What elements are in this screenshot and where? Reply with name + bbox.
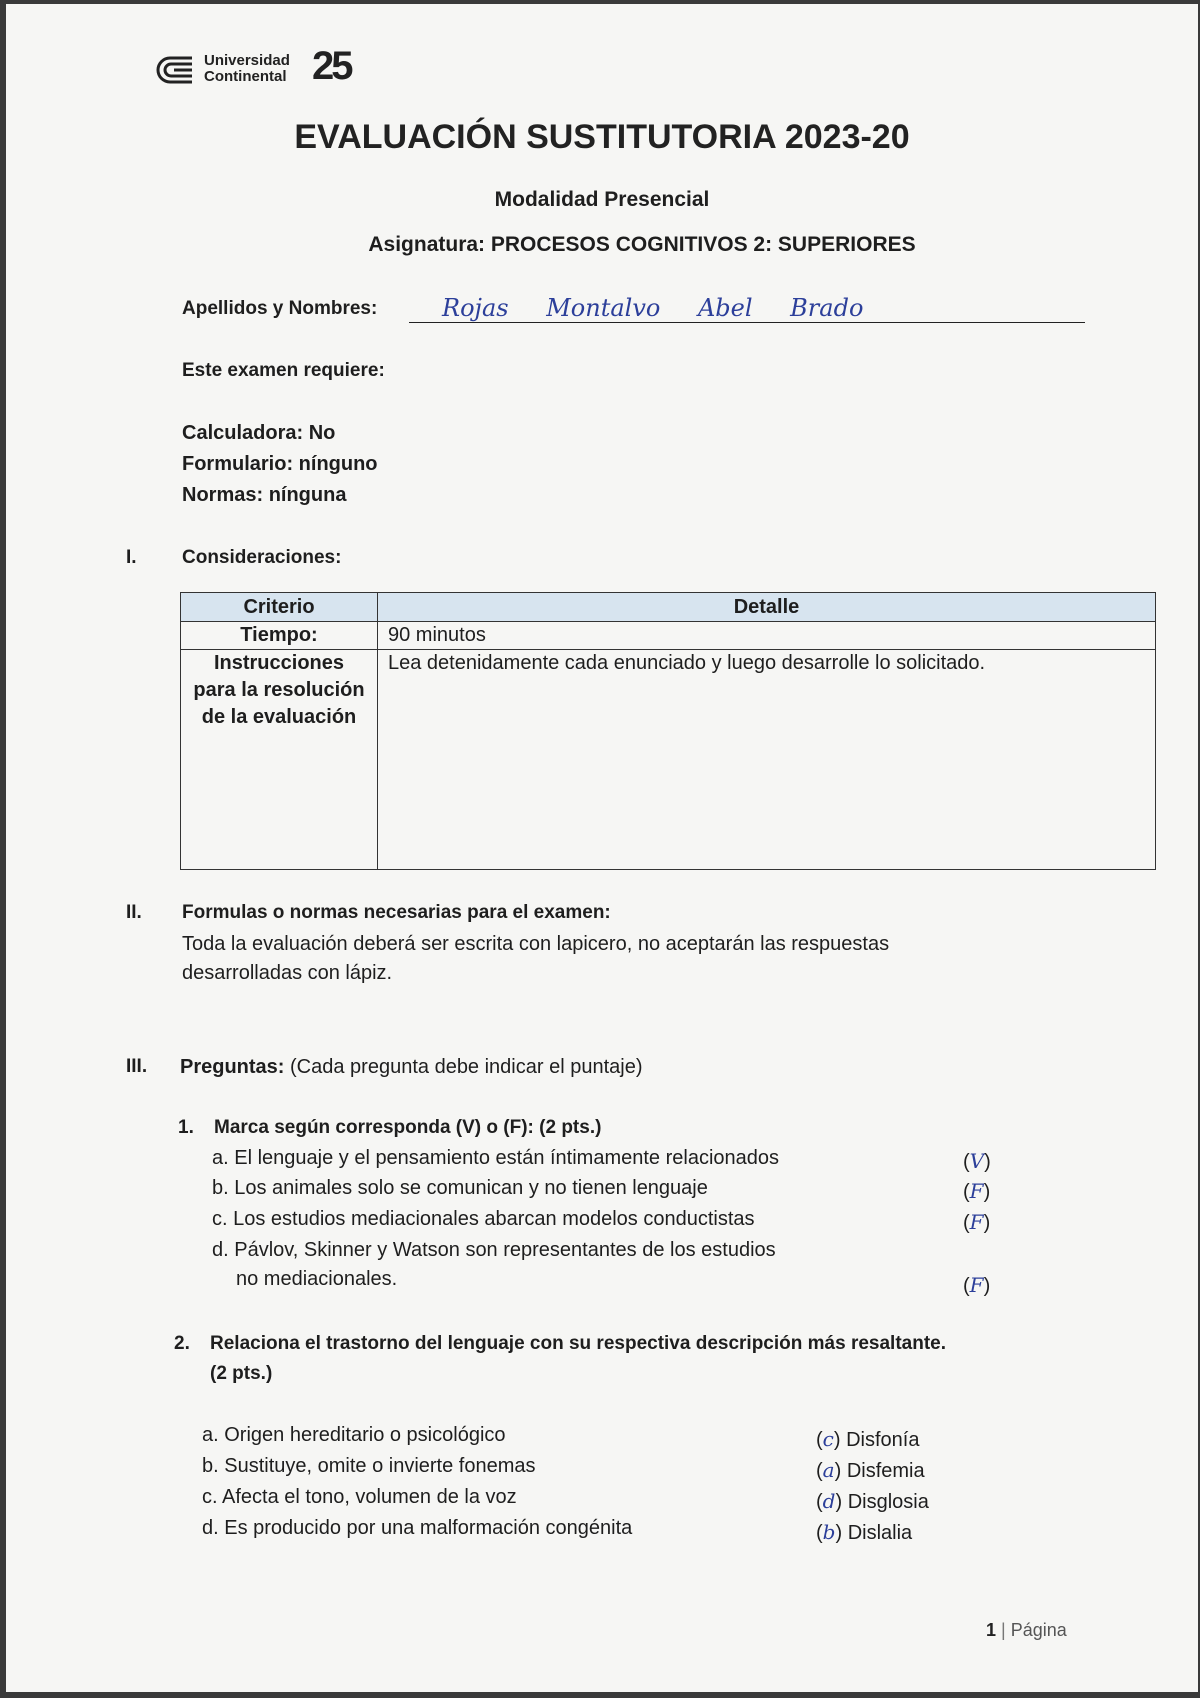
section-3-heading xyxy=(180,1056,643,1079)
section-1-title: Consideraciones: xyxy=(182,547,342,568)
table-header-criterion: Criterio xyxy=(181,593,378,622)
section-2-title: Formulas o normas necesarias para el examen: xyxy=(182,902,611,923)
requirement-norms: Normas: nínguna xyxy=(182,484,347,506)
section-3-note: (Cada pregunta debe indicar el puntaje) xyxy=(284,1056,643,1078)
question-2-title-line-2: (2 pts.) xyxy=(210,1363,273,1384)
student-name-line xyxy=(409,322,1085,323)
question-2-match-4: (b) Dislalia xyxy=(816,1520,913,1544)
question-1-title: Marca según corresponda (V) o (F): (2 pts.) xyxy=(214,1117,602,1138)
page-footer xyxy=(986,1620,1067,1641)
section-3-title: Preguntas: xyxy=(180,1056,285,1078)
question-2-description-c: c. Afecta el tono, volumen de la voz xyxy=(202,1486,517,1508)
exam-modality: Modalidad Presencial xyxy=(494,188,710,211)
question-1-number: 1. xyxy=(178,1117,194,1138)
university-logo-icon xyxy=(156,54,196,86)
section-2-numeral: II. xyxy=(126,902,142,923)
university-logo-text: Universidad Continental xyxy=(204,52,290,85)
question-1-item-d: d. Pávlov, Skinner y Watson son representantes de los estudios xyxy=(212,1239,776,1261)
student-name-handwritten: Rojas Montalvo Abel Brado xyxy=(442,294,864,322)
exam-title: EVALUACIÓN SUSTITUTORIA 2023-20 xyxy=(294,118,910,156)
question-1-answer-d: (F) xyxy=(963,1273,991,1297)
exam-page xyxy=(6,4,1198,1692)
question-1-answer-a: (V) xyxy=(963,1149,991,1173)
table-cell-detail: Lea detenidamente cada enunciado y luego desarrolle lo solicitado. xyxy=(378,650,1156,870)
question-1-item-d-continued: no mediacionales. xyxy=(236,1268,398,1290)
requirements-label: Este examen requiere: xyxy=(182,360,385,381)
question-2-number: 2. xyxy=(174,1333,190,1354)
table-cell-criterion: Tiempo: xyxy=(181,622,378,650)
question-1-item-a: a. El lenguaje y el pensamiento están íntimamente relacionados xyxy=(212,1147,780,1169)
course-name: Asignatura: PROCESOS COGNITIVOS 2: SUPERIORES xyxy=(368,233,916,256)
table-row xyxy=(181,650,1156,870)
table-row xyxy=(181,622,1156,650)
question-2-description-d: d. Es producido por una malformación congénita xyxy=(202,1517,633,1539)
question-1-answer-b: (F) xyxy=(963,1179,991,1203)
question-2-match-2: (a) Disfemia xyxy=(816,1458,925,1482)
section-2-text-line-1: Toda la evaluación deberá ser escrita con lapicero, no aceptarán las respuestas xyxy=(182,933,890,955)
anniversary-mark: 25 xyxy=(312,44,351,88)
question-1-answer-c: (F) xyxy=(963,1210,991,1234)
requirement-formulary: Formulario: nínguno xyxy=(182,453,378,475)
student-name-label: Apellidos y Nombres: xyxy=(182,298,378,319)
table-cell-detail: 90 minutos xyxy=(378,622,1156,650)
question-2-description-b: b. Sustituye, omite o invierte fonemas xyxy=(202,1455,536,1477)
question-1-item-b: b. Los animales solo se comunican y no tienen lenguaje xyxy=(212,1177,708,1199)
page-separator: | xyxy=(1001,1620,1006,1640)
question-2-description-a: a. Origen hereditario o psicológico xyxy=(202,1424,506,1446)
table-header-detail: Detalle xyxy=(378,593,1156,622)
question-2-match-1: (c) Disfonía xyxy=(816,1427,920,1451)
page-number: 1 xyxy=(986,1620,997,1640)
question-1-item-c: c. Los estudios mediacionales abarcan modelos conductistas xyxy=(212,1208,755,1230)
requirement-calculator: Calculadora: No xyxy=(182,422,336,444)
considerations-table xyxy=(180,592,1156,870)
question-2-title-line-1: Relaciona el trastorno del lenguaje con su respectiva descripción más resaltante. xyxy=(210,1333,946,1354)
page-label: Página xyxy=(1010,1620,1067,1640)
section-2-text-line-2: desarrolladas con lápiz. xyxy=(182,962,393,984)
section-1-numeral: I. xyxy=(126,547,137,568)
question-2-match-3: (d) Disglosia xyxy=(816,1489,929,1513)
section-3-numeral: III. xyxy=(126,1056,148,1077)
table-cell-criterion: Instrucciones para la resolución de la evaluación xyxy=(181,650,378,870)
